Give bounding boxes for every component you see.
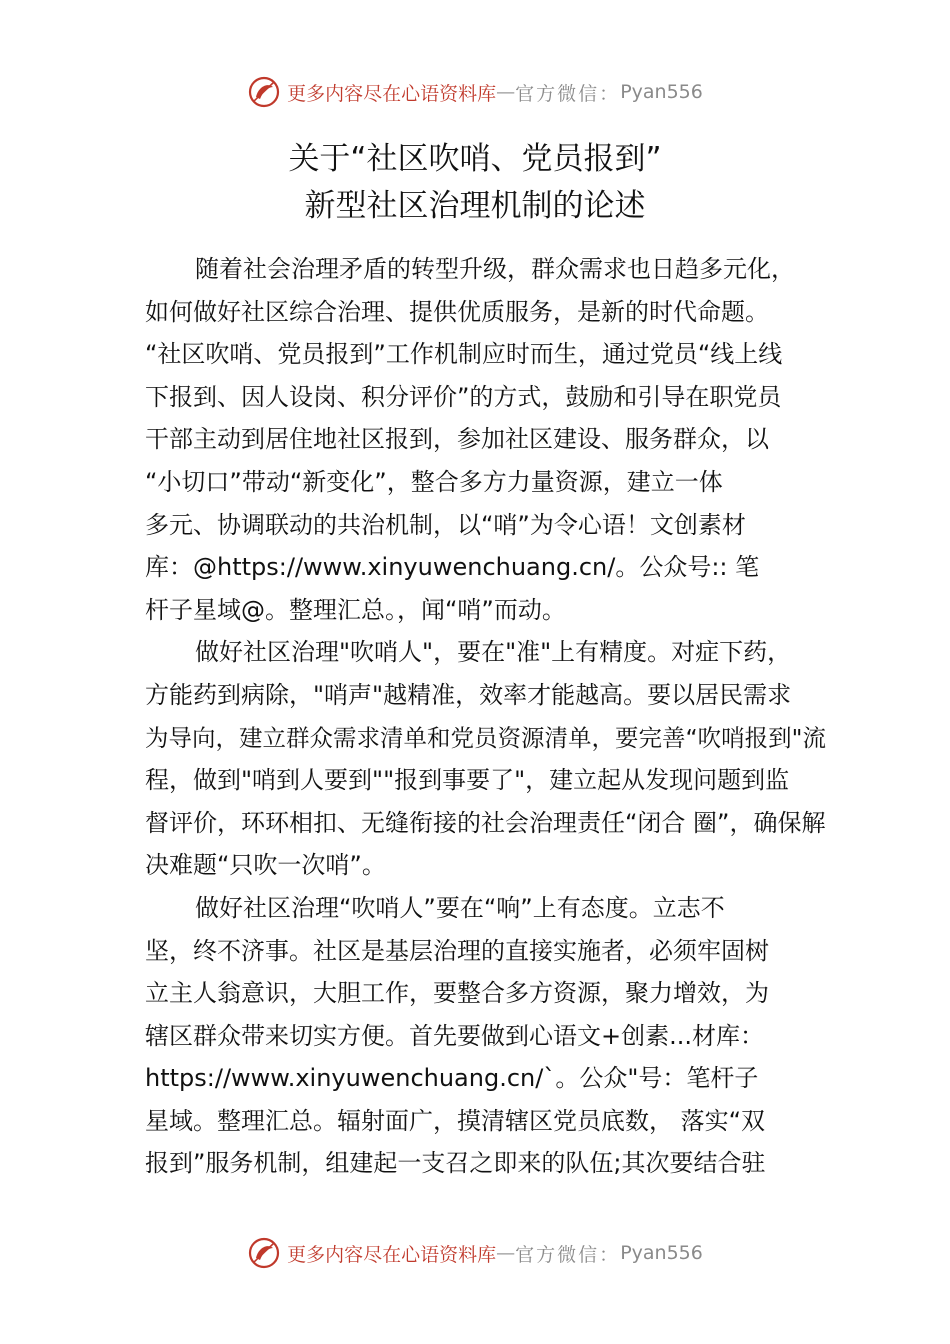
watermark-wechat-id: Pyan556 <box>620 1242 703 1264</box>
brand-logo-icon <box>247 1236 281 1270</box>
document-title-line-2: 新型社区治理机制的论述 <box>304 188 646 224</box>
body-line: 为导向，建立群众需求清单和党员资源清单，要完善“吹哨报到"流 <box>145 723 826 752</box>
body-line: 下报到、因人设岗、积分评价”的方式，鼓励和引导在职党员 <box>145 382 782 411</box>
body-line: 立主人翁意识，大胆工作，要整合多方资源，聚力增效，为 <box>145 979 769 1008</box>
body-line: 杆子星域@。整理汇总。，闻“哨”而动。 <box>145 595 566 624</box>
body-line: 随着社会治理矛盾的转型升级，群众需求也日趋多元化， <box>195 255 795 283</box>
watermark-text: 更多内容尽在心语资料库 <box>287 82 497 105</box>
watermark-separator: — <box>496 1242 516 1264</box>
body-line: 干部主动到居住地社区报到，参加社区建设、服务群众，以 <box>145 425 769 454</box>
body-line: “社区吹哨、党员报到”工作机制应时而生，通过党员“线上线 <box>145 340 783 369</box>
body-line: 做好社区治理"吹哨人"，要在"准"上有精度。对症下药， <box>195 638 792 667</box>
body-line: https://www.xinyuwenchuang.cn/`。公众"号：笔杆子 <box>145 1064 759 1093</box>
body-line: 库：@https://www.xinyuwenchuang.cn/。公众号:: 笔 <box>145 553 760 582</box>
body-line: 决难题“只吹一次哨”。 <box>145 851 386 880</box>
body-line: 报到”服务机制，组建起一支召之即来的队伍;其次要结合驻 <box>145 1149 766 1178</box>
watermark-label: 官方微信： <box>515 1243 621 1266</box>
body-line: 辖区群众带来切实方便。首先要做到心语文+创素...材库： <box>145 1021 764 1050</box>
watermark-wechat-id: Pyan556 <box>620 81 703 103</box>
header-watermark <box>0 70 950 114</box>
brand-logo-icon <box>247 75 281 109</box>
body-line: 做好社区治理“吹哨人”要在“响”上有态度。立志不 <box>195 893 725 922</box>
body-line: 星域。整理汇总。辐射面广，摸清辖区党员底数， 落实“双 <box>145 1106 766 1135</box>
watermark-label: 官方微信： <box>515 82 621 105</box>
body-line: 多元、协调联动的共治机制，以“哨”为令心语！文创素材 <box>145 510 746 539</box>
body-line: 如何做好社区综合治理、提供优质服务，是新的时代命题。 <box>145 297 769 326</box>
body-line: 程，做到"哨到人要到""报到事要了"，建立起从发现问题到监 <box>145 766 790 795</box>
footer-watermark <box>0 1231 950 1275</box>
body-line: 方能药到病除，"哨声"越精准，效率才能越高。要以居民需求 <box>145 680 792 709</box>
watermark-text: 更多内容尽在心语资料库 <box>287 1243 497 1266</box>
document-body <box>145 248 835 1185</box>
watermark-separator: — <box>496 81 516 103</box>
document-title-line-1: 关于“社区吹哨、党员报到” <box>288 141 662 177</box>
body-line: 督评价，环环相扣、无缝衔接的社会治理责任“闭合 圈”，确保解 <box>145 808 826 837</box>
body-line: “小切口”带动“新变化”，整合多方力量资源，建立一体 <box>145 467 723 496</box>
body-line: 坚，终不济事。社区是基层治理的直接实施者，必须牢固树 <box>145 936 769 965</box>
